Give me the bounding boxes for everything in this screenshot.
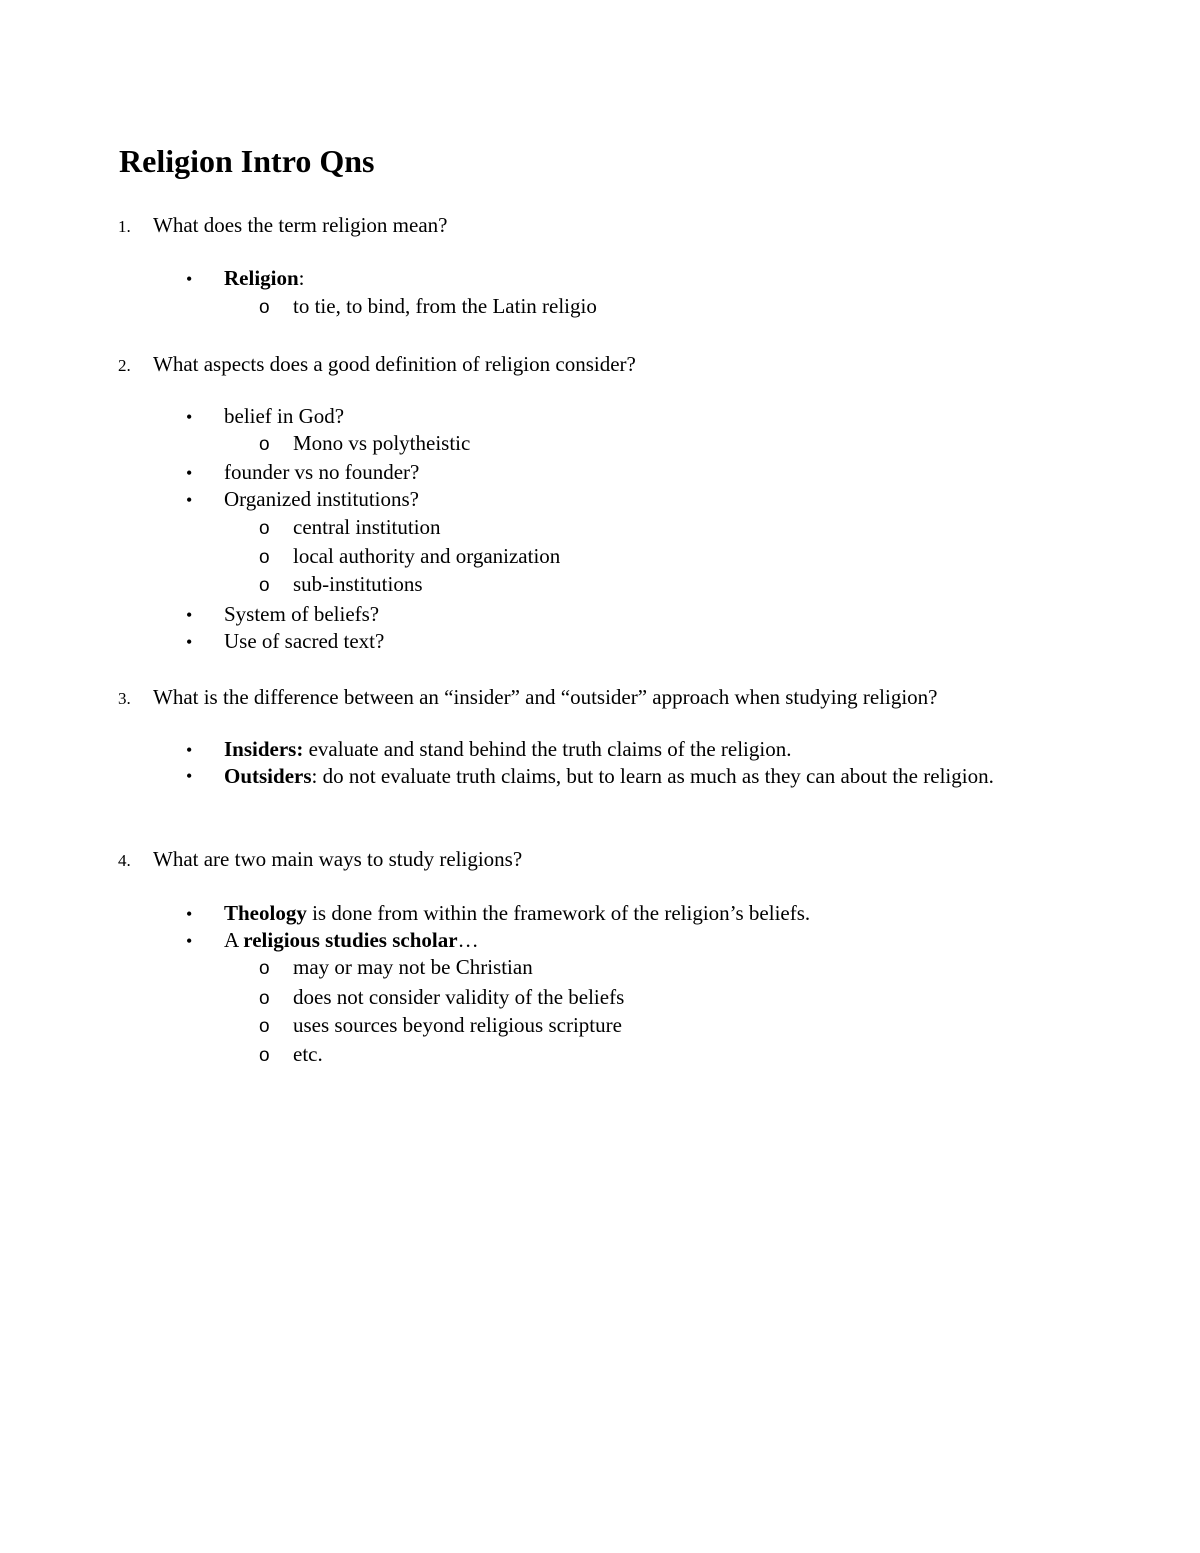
bold-term: Insiders:: [224, 737, 304, 761]
bullet-item: • Theology is done from within the framework of the religion’s beliefs.: [186, 899, 810, 928]
sub-bullet-item: o to tie, to bind, from the Latin religio: [259, 292, 597, 322]
question-3: [118, 683, 937, 713]
sub-bullet-item: o may or may not be Christian: [259, 953, 533, 983]
bullet-item: • System of beliefs?: [186, 600, 379, 629]
bullet-icon: •: [186, 407, 193, 427]
sub-bullet-icon: o: [259, 958, 270, 979]
sub-bullet-item: o central institution: [259, 513, 441, 543]
sub-bullet-icon: o: [259, 988, 270, 1009]
question-4: [118, 845, 522, 875]
bold-term: Outsiders: [224, 764, 312, 788]
bold-term: Theology: [224, 901, 307, 925]
sub-bullet-icon: o: [259, 1016, 270, 1037]
bullet-item: • belief in God?: [186, 402, 344, 431]
sub-bullet-item: o does not consider validity of the beliefs: [259, 983, 624, 1013]
question-text: What is the difference between an “insider” and “outsider” approach when studying religion?: [153, 685, 938, 709]
sub-bullet-icon: o: [259, 547, 270, 568]
question-2: [118, 350, 636, 380]
sub-bullet-icon: o: [259, 434, 270, 455]
bullet-item: • Insiders: evaluate and stand behind the truth claims of the religion.: [186, 735, 791, 764]
bold-term: Religion: [224, 266, 299, 290]
sub-bullet-icon: o: [259, 518, 270, 539]
question-number: 1.: [118, 217, 131, 236]
question-1: [118, 211, 447, 241]
bullet-icon: •: [186, 931, 193, 951]
question-text: What aspects does a good definition of religion consider?: [153, 352, 636, 376]
bullet-icon: •: [186, 463, 193, 483]
question-number: 3.: [118, 689, 131, 708]
question-number: 2.: [118, 356, 131, 375]
question-number: 4.: [118, 851, 131, 870]
bullet-item: • Organized institutions?: [186, 485, 419, 514]
bullet-icon: •: [186, 766, 193, 786]
bullet-icon: •: [186, 740, 193, 760]
sub-bullet-item: o uses sources beyond religious scripture: [259, 1011, 622, 1041]
bullet-item: • Use of sacred text?: [186, 627, 384, 656]
bullet-icon: •: [186, 490, 193, 510]
bold-term: religious studies scholar: [243, 928, 458, 952]
sub-bullet-item: o Mono vs polytheistic: [259, 429, 470, 459]
bullet-icon: •: [186, 632, 193, 652]
bullet-icon: •: [186, 904, 193, 924]
sub-bullet-item: o sub-institutions: [259, 570, 423, 600]
question-text: What does the term religion mean?: [153, 213, 448, 237]
bullet-item: • Religion:: [186, 264, 305, 293]
bullet-item: • A religious studies scholar…: [186, 926, 479, 955]
bullet-item: • Outsiders: do not evaluate truth claims, but to learn as much as they can about the religion.: [186, 764, 994, 788]
page-title: Religion Intro Qns: [119, 143, 375, 179]
bullet-item: • founder vs no founder?: [186, 458, 419, 487]
question-text: What are two main ways to study religions?: [153, 847, 523, 871]
sub-bullet-icon: o: [259, 1045, 270, 1066]
sub-bullet-item: o etc.: [259, 1040, 323, 1070]
bullet-icon: •: [186, 605, 193, 625]
sub-bullet-icon: o: [259, 297, 270, 318]
sub-bullet-item: o local authority and organization: [259, 542, 560, 572]
bullet-icon: •: [186, 269, 193, 289]
sub-bullet-icon: o: [259, 575, 270, 596]
